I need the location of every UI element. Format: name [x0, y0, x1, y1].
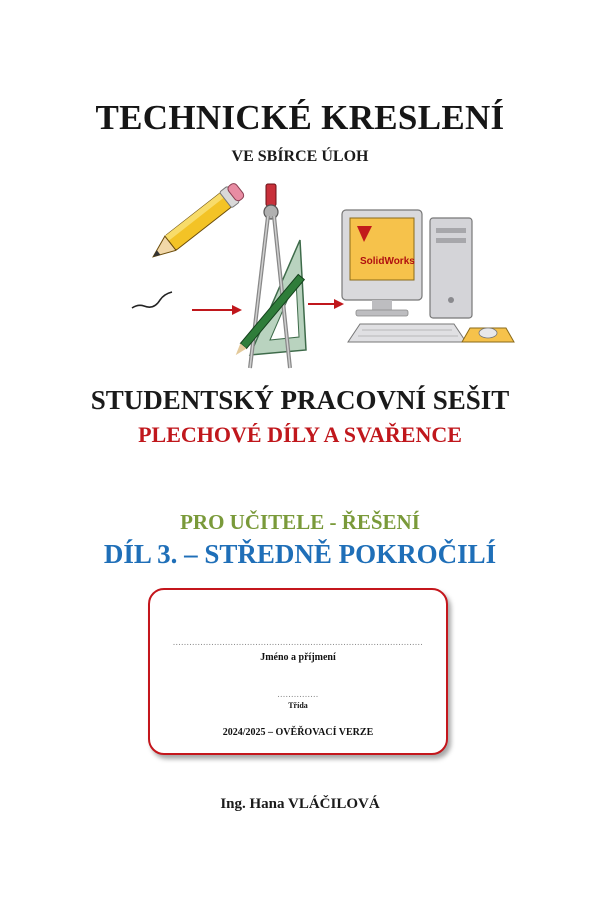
arrow-icon	[192, 305, 242, 315]
class-field[interactable]: ...............	[277, 689, 319, 699]
class-label: Třída	[288, 701, 308, 710]
subtitle: VE SBÍRCE ÚLOH	[231, 148, 369, 165]
compass-triangle-icon	[233, 184, 306, 368]
pencil-icon	[132, 181, 246, 308]
author-name: Ing. Hana VLÁČILOVÁ	[220, 796, 380, 812]
audience-label: PRO UČITELE - ŘEŠENÍ	[180, 510, 420, 534]
part-title: DÍL 3. – STŘEDNĚ POKROČILÍ	[103, 539, 497, 569]
topic-title: PLECHOVÉ DÍLY A SVAŘENCE	[138, 422, 462, 447]
name-class-frame	[148, 588, 448, 755]
arrow-icon	[308, 299, 344, 309]
name-field[interactable]: ...........................................................................................	[172, 637, 424, 647]
name-label: Jméno a příjmení	[260, 652, 336, 663]
cover-illustration	[110, 180, 530, 375]
workbook-title: STUDENTSKÝ PRACOVNÍ SEŠIT	[90, 385, 510, 415]
solidworks-logo: SolidWorks	[360, 256, 415, 267]
main-title: TECHNICKÉ KRESLENÍ	[95, 98, 505, 137]
version-label: 2024/2025 – OVĚŘOVACÍ VERZE	[222, 727, 374, 738]
computer-icon	[342, 210, 514, 342]
